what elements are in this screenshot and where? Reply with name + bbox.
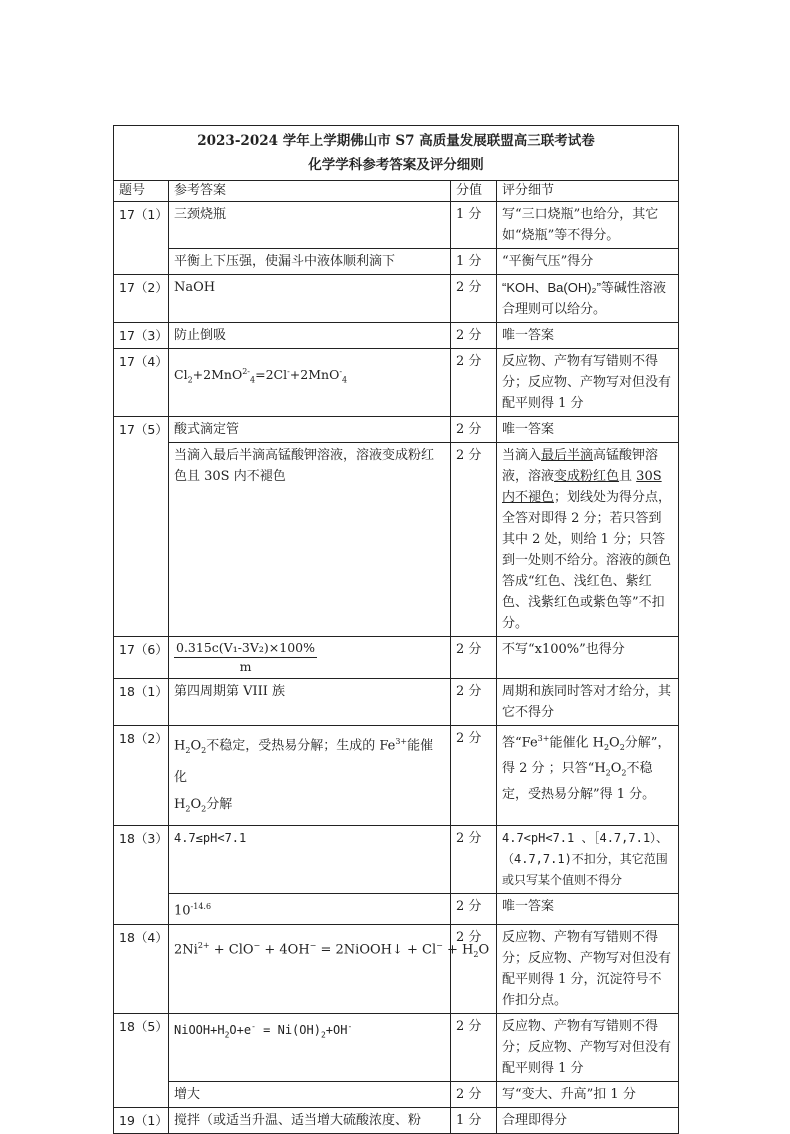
detail-cell: 唯一答案 bbox=[497, 417, 679, 443]
answer-cell: NaOH bbox=[169, 275, 451, 323]
answer-cell: $H_2O_2$不稳定，受热易分解；生成的 $Fe^{3+}$能催化 $H_2O_2$分解 bbox=[169, 726, 451, 826]
detail-cell: “平衡气压”得分 bbox=[497, 249, 679, 275]
answer-cell: 第四周期第 VIII 族 bbox=[169, 679, 451, 726]
question-number: 18（5） bbox=[114, 1013, 169, 1107]
question-number: 17（4） bbox=[114, 349, 169, 417]
question-number: 19（1） bbox=[114, 1107, 169, 1133]
detail-cell: 反应物、产物有写错则不得分；反应物、产物写对但没有配平则得 1 分，沉淀符号不作扣分点。 bbox=[497, 924, 679, 1013]
answer-cell: $10^{-14.6}$ bbox=[169, 893, 451, 924]
detail-cell: 4.7<pH<7.1 、［4.7,7.1）、（4.7,7.1)不扣分，其它范围或只写某个值则不得分 bbox=[497, 825, 679, 893]
question-number: 17（5） bbox=[114, 417, 169, 637]
detail-cell: 唯一答案 bbox=[497, 893, 679, 924]
detail-cell: 合理即得分 bbox=[497, 1107, 679, 1133]
question-number: 17（6） bbox=[114, 637, 169, 679]
score-cell: 2 分 bbox=[451, 275, 497, 323]
header-answer: 参考答案 bbox=[169, 181, 451, 202]
answer-table bbox=[113, 125, 679, 1134]
answer-cell bbox=[169, 349, 451, 417]
chemical-equation: $2Ni^{2+} + ClO^- + 4OH^-$ = 2NiOOH↓ + $Cl^- + H_2O$ bbox=[174, 940, 490, 959]
score-cell: 2 分 bbox=[451, 443, 497, 637]
chemical-equation: $Cl_2+2MnO^{2-}_4=2Cl^-+2MnO^-_4$ bbox=[174, 367, 348, 385]
detail-cell: 唯一答案 bbox=[497, 323, 679, 349]
question-number: 17（2） bbox=[114, 275, 169, 323]
document-subtitle: 化学学科参考答案及评分细则 bbox=[308, 157, 484, 173]
table-row bbox=[114, 1081, 679, 1107]
answer-cell: $NiOOH+H_2O+e^- = Ni(OH)_2+OH^-$ bbox=[169, 1013, 451, 1081]
answer-cell: 当滴入最后半滴高锰酸钾溶液，溶液变成粉红色且 30S 内不褪色 bbox=[169, 443, 451, 637]
detail-cell bbox=[497, 275, 679, 323]
table-row bbox=[114, 679, 679, 726]
table-row bbox=[114, 202, 679, 249]
table-row bbox=[114, 1013, 679, 1081]
answer-cell: 增大 bbox=[169, 1081, 451, 1107]
table-row bbox=[114, 275, 679, 323]
question-number: 18（3） bbox=[114, 825, 169, 924]
detail-cell: 周期和族同时答对才给分，其它不得分 bbox=[497, 679, 679, 726]
score-cell: 2 分 bbox=[451, 825, 497, 893]
answer-cell: 酸式滴定管 bbox=[169, 417, 451, 443]
score-cell: 2 分 bbox=[451, 1081, 497, 1107]
document-title: 2023-2024 学年上学期佛山市 S7 高质量发展联盟高三联考试卷 bbox=[197, 133, 595, 149]
question-number: 17（3） bbox=[114, 323, 169, 349]
score-cell: 2 分 bbox=[451, 417, 497, 443]
question-number: 18（2） bbox=[114, 726, 169, 826]
header-detail: 评分细节 bbox=[497, 181, 679, 202]
score-cell: 1 分 bbox=[451, 1107, 497, 1133]
table-row bbox=[114, 825, 679, 893]
fraction-denominator: m bbox=[239, 659, 252, 674]
detail-cell: 写“变大、升高”扣 1 分 bbox=[497, 1081, 679, 1107]
table-row bbox=[114, 1107, 679, 1133]
detail-cell: 答“$Fe^{3+}$能催化 $H_2O_2$分解”，得 2 分 ；只答“$H_2O_2$不稳定，受热易分解”得 1 分。 bbox=[497, 726, 679, 826]
detail-cell: 当滴入最后半滴高锰酸钾溶液，溶液变成粉红色且 30S 内不褪色；划线处为得分点，全答对即得 2 分；若只答到其中 2 处，则给 1 分；只答到一处则不给分。溶液的颜色答成“红色、浅红色、紫红色、浅紫红色或紫色等”不扣分。 bbox=[497, 443, 679, 637]
detail-text: 液合理则可以给分。 bbox=[502, 281, 666, 317]
answer-cell bbox=[169, 637, 451, 679]
question-number: 18（1） bbox=[114, 679, 169, 726]
table-row bbox=[114, 924, 679, 1013]
score-cell: 2 分 bbox=[451, 679, 497, 726]
score-cell: 1 分 bbox=[451, 202, 497, 249]
title-row bbox=[114, 126, 679, 181]
table-row bbox=[114, 249, 679, 275]
score-cell: 2 分 bbox=[451, 637, 497, 679]
score-cell: 2 分 bbox=[451, 726, 497, 826]
table-row bbox=[114, 893, 679, 924]
score-cell: 2 分 bbox=[451, 924, 497, 1013]
detail-cell: 写“三口烧瓶”也给分，其它如“烧瓶”等不得分。 bbox=[497, 202, 679, 249]
fraction-numerator: 0.315c(V₁-3V₂)×100% bbox=[174, 639, 317, 658]
detail-cell: 反应物、产物有写错则不得分；反应物、产物写对但没有配平则得 1 分 bbox=[497, 349, 679, 417]
score-cell: 2 分 bbox=[451, 323, 497, 349]
answer-cell: 防止倒吸 bbox=[169, 323, 451, 349]
detail-text: “KOH、Ba(OH)₂”等碱性溶 bbox=[502, 280, 653, 295]
table-row bbox=[114, 637, 679, 679]
score-cell: 2 分 bbox=[451, 893, 497, 924]
table-row bbox=[114, 443, 679, 637]
score-cell: 2 分 bbox=[451, 349, 497, 417]
question-number: 17（1） bbox=[114, 202, 169, 275]
score-cell: 1 分 bbox=[451, 249, 497, 275]
table-row bbox=[114, 323, 679, 349]
fraction-formula bbox=[174, 639, 317, 676]
detail-cell: 不写“x100%”也得分 bbox=[497, 637, 679, 679]
answer-cell: 平衡上下压强，使漏斗中液体顺利滴下 bbox=[169, 249, 451, 275]
header-row bbox=[114, 181, 679, 202]
answer-cell: 三颈烧瓶 bbox=[169, 202, 451, 249]
answer-cell: 搅拌（或适当升温、适当增大硫酸浓度、粉 bbox=[169, 1107, 451, 1133]
table-row bbox=[114, 417, 679, 443]
question-number: 18（4） bbox=[114, 924, 169, 1013]
score-cell: 2 分 bbox=[451, 1013, 497, 1081]
header-score: 分值 bbox=[451, 181, 497, 202]
answer-document bbox=[113, 125, 678, 1134]
table-row bbox=[114, 726, 679, 826]
table-row bbox=[114, 349, 679, 417]
detail-cell: 反应物、产物有写错则不得分；反应物、产物写对但没有配平则得 1 分 bbox=[497, 1013, 679, 1081]
answer-cell: 4.7≤pH<7.1 bbox=[169, 825, 451, 893]
header-num: 题号 bbox=[114, 181, 169, 202]
